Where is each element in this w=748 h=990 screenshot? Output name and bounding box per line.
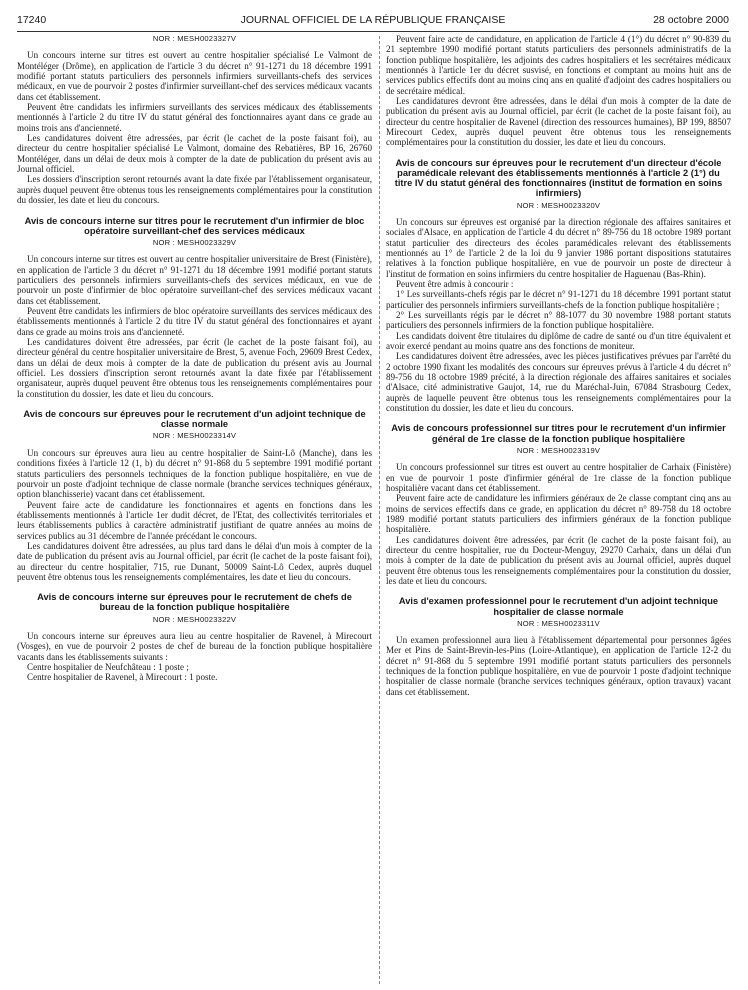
notice-left-4 (17, 592, 372, 682)
notice-title: Avis de concours sur épreuves pour le recrutement d'un directeur d'école paramédicale relevant des établissements mentionnés à l'article 2 (1°) du titre IV du statut général des fonctionnaires (institut de formation en soins infirmiers) (394, 157, 723, 199)
paragraph: Un concours interne sur épreuves aura lieu au centre hospitalier de Ravenel, à Mirecourt (Vosges), en vue de pourvoir 2 postes de chef de bureau de la fonction publique hospitalière vacants dans les établissements suivants : (17, 631, 372, 662)
paragraph: Les candidats doivent être titulaires du diplôme de cadre de santé ou d'un titre équivalent et avoir exercé pendant au moins quatre ans des fonctions de moniteur. (386, 330, 731, 352)
paragraph: Peuvent être candidats les infirmiers surveillants des services médicaux des établissements mentionnés à l'article 2 du titre IV du statut général des fonctionnaires ayant dans ce grade au moins trois ans d'ancienneté. (17, 102, 372, 133)
notice-title: Avis de concours professionnel sur titres pour le recrutement d'un infirmier général de 1re classe de la fonction publique hospitalière (391, 423, 726, 444)
journal-title: JOURNAL OFFICIEL DE LA RÉPUBLIQUE FRANÇAISE (240, 14, 506, 26)
paragraph: Peuvent faire acte de candidature les fonctionnaires et agents en fonctions dans les établissements mentionnés à l'article 1er dudit décret, de l'Etat, des collectivités territoriales et leurs établissements publics à caractère administratif justifiant de quatre années au moins de services publics au 31 décembre de l'année précédant le concours. (17, 499, 372, 541)
notice-right-3 (386, 423, 731, 586)
paragraph: Un concours interne sur titres est ouvert au centre hospitalier spécialisé Le Valmont de Montéléger (Drôme), en application de l'article 3 du décret n° 91-1271 du 18 décembre 1991 modifié portant statuts particuliers des personnels infirmiers surveillants-chefs des services médicaux, en vue de pourvoir 2 postes d'infirmier surveillant-chef des services médicaux vacants dans cet établissement. (17, 50, 372, 102)
nor-reference: NOR : MESH0023320V (516, 200, 601, 210)
paragraph: Les candidatures doivent être adressées, par écrit (le cachet de la poste faisant foi), au directeur du centre hospitalier spécialisé Le Valmont, domaine des Rebatières, BP 16, 26760 Montéléger, dans un délai de deux mois à compter de la date de publication du présent avis au Journal officiel. (17, 133, 372, 175)
nor-reference: NOR : MESH0023319V (516, 445, 601, 455)
list-item: Centre hospitalier de Neufchâteau : 1 poste ; (27, 662, 189, 673)
paragraph: Peuvent faire acte de candidature, en application de l'article 4 (1°) du décret n° 90-839 du 21 septembre 1990 modifié portant statuts particuliers des personnels administratifs de la fonction publique hospitalière, les adjoints des cadres hospitaliers et les secrétaires médicaux mentionnés à l'article 1er du décret susvisé, en fonctions et comptant au moins huit ans de services publics effectifs dont au moins cinq ans en qualité d'adjoint des cadres hospitaliers ou de secrétaire médical. (386, 34, 731, 96)
nor-reference: NOR : MESH0023314V (152, 431, 237, 441)
left-column (17, 34, 372, 683)
page-header (17, 14, 729, 30)
notice-left-3 (17, 409, 372, 582)
nor-reference: NOR : MESH0023322V (152, 614, 237, 624)
paragraph: 1° Les surveillants-chefs régis par le décret n° 91-1271 du 18 décembre 1991 portant statut particulier des personnels infirmiers surveillants-chefs de la fonction publique hospitalière ; (386, 289, 731, 310)
list-item: Centre hospitalier de Ravenel, à Mirecourt : 1 poste. (27, 672, 218, 683)
notice-right-1 (386, 34, 731, 148)
paragraph: Peuvent faire acte de candidature les infirmiers généraux de 2e classe comptant cinq ans au moins de services effectifs dans ce grade, en application du décret n° 89-758 du 18 octobre 1989 modifié portant statuts particuliers des infirmiers généraux de la fonction publique hospitalière. (386, 493, 731, 535)
paragraph: Un concours interne sur titres est ouvert au centre hospitalier universitaire de Brest (Finistère), en application de l'article 3 du décret n° 91-1271 du 18 décembre 1991 modifié portant statuts particuliers des personnels infirmiers surveillants-chefs des services médicaux, en vue de pourvoir un poste d'infirmier de bloc opératoire surveillant-chef des services médicaux vacant dans cet établissement. (17, 254, 372, 306)
notice-right-2 (386, 158, 731, 414)
column-separator (379, 36, 380, 984)
paragraph: Les candidatures doivent être adressées, avec les pièces justificatives prévues par l'arrêté du 2 octobre 1990 fixant les modalités des concours sur épreuves prévus à l'article 4 du décret n° 89-756 du 18 octobre 1989 précité, à la direction régionale des affaires sanitaires et sociales d'Alsace, cité administrative Gaujot, 14, rue du Maréchal-Juin, 67084 Strasbourg Cedex, auprès de laquelle peuvent être obtenus tous les renseignements complémentaires pour la constitution du dossier, les date et lieu du concours. (386, 351, 731, 414)
paragraph: Les candidatures doivent être adressées, par écrit (le cachet de la poste faisant foi), au directeur général du centre hospitalier universitaire de Brest, 5, avenue Foch, 29609 Brest Cedex, dans un délai de deux mois à compter de la date de publication du présent avis au Journal officiel. Les dossiers d'inscription seront retournés avant la date fixée par l'établissement organisateur, auprès duquel peuvent être obtenus tous les renseignements complémentaires pour la constitution du dossier, les date et lieu du concours. (17, 337, 372, 399)
nor-reference: NOR : MESH0023329V (152, 237, 237, 247)
paragraph: Les candidatures devront être adressées, dans le délai d'un mois à compter de la date de publication du présent avis au Journal officiel, par écrit (le cachet de la poste faisant foi), au directeur du centre hospitalier de Ravenel (direction des ressources humaines), BP 199, 88507 Mirecourt Cedex, auprès duquel peuvent être obtenus tous les renseignements complémentaires pour la constitution du dossier, les date et lieu du concours. (386, 96, 731, 148)
paragraph: Les candidatures doivent être adressées, au plus tard dans le délai d'un mois à compter de la date de publication du présent avis au Journal officiel, par écrit (le cachet de la poste faisant foi), au directeur du centre hospitalier, 715, rue Dunant, 50009 Saint-Lô Cedex, auprès duquel peuvent être obtenus tous les renseignements complémentaires, les date et lieu du concours. (17, 540, 372, 582)
paragraph: Les dossiers d'inscription seront retournés avant la date fixée par l'établissement organisateur, auprès duquel peuvent être obtenus tous les renseignements complémentaires pour la constitution du dossier, les date et lieu du concours. (17, 174, 372, 206)
page-number: 17240 (17, 14, 47, 26)
issue-date: 28 octobre 2000 (653, 14, 729, 26)
notice-title: Avis de concours sur épreuves pour le recrutement d'un adjoint technique de classe normale (23, 409, 366, 430)
paragraph: Un concours sur épreuves est organisé par la direction régionale des affaires sanitaires et sociales d'Alsace, en application de l'article 4 du décret n° 89-756 du 18 octobre 1989 portant statut particulier des directeurs des écoles paramédicales relevant des établissements mentionnés au 1° de l'article 2 de la loi du 9 janvier 1986 portant dispositions statutaires relatives à la fonction publique hospitalière, en vue de pourvoir un poste de directeur à l'institut de formation en soins infirmiers du centre hospitalier de Haguenau (Bas-Rhin). (386, 216, 731, 279)
header-rule (17, 31, 729, 32)
paragraph: Peuvent être admis à concourir : (396, 279, 514, 289)
nor-reference: NOR : MESH0023311V (517, 618, 600, 628)
right-column (386, 34, 731, 697)
paragraph: 2° Les surveillants régis par le décret n° 88-1077 du 30 novembre 1988 portant statuts particuliers des personnels infirmiers de la fonction publique hospitalière. (386, 310, 731, 331)
notice-right-4 (386, 596, 731, 697)
paragraph: Un concours sur épreuves aura lieu au centre hospitalier de Saint-Lô (Manche), dans les conditions fixées à l'article 12 (1, b) du décret n° 91-868 du 5 septembre 1991 modifié portant statuts particuliers des personnels techniques de la fonction publique hospitalière, en vue de pourvoir un poste d'adjoint technique de classe normale (branche services techniques généraux, option blanchisserie) vacant dans cet établissement. (17, 447, 372, 500)
notice-left-1 (17, 34, 372, 206)
paragraph: Les candidatures doivent être adressées, par écrit (le cachet de la poste faisant foi), au directeur du centre hospitalier, rue du Docteur-Menguy, 29270 Carhaix, dans un délai d'un mois à compter de la date de publication du présent avis au Journal officiel, auprès duquel peuvent être obtenus tous les renseignements complémentaires pour la constitution du dossier, les date et lieu du concours. (386, 534, 731, 586)
notice-title: Avis de concours interne sur titres pour le recrutement d'un infirmier de bloc opératoire surveillant-chef des services médicaux (24, 215, 365, 236)
notice-title: Avis d'examen professionnel pour le recrutement d'un adjoint technique hospitalier de classe normale (398, 596, 719, 617)
paragraph: Un examen professionnel aura lieu à l'établissement départemental pour personnes âgées Mer et Pins de Saint-Brevin-les-Pins (Loire-Atlantique), en application de l'article 12-2 du décret n° 91-868 du 5 septembre 1991 modifié portant statuts particuliers des personnels techniques de la fonction publique hospitalière, en vue de pourvoir 1 poste d'adjoint technique hospitalier de classe normale (branche services techniques généraux, option travaux) vacant dans cet établissement. (386, 635, 731, 697)
paragraph: Un concours professionnel sur titres est ouvert au centre hospitalier de Carhaix (Finistère) en vue de pourvoir 1 poste d'infirmier général de 1re classe de la fonction publique hospitalière vacant dans cet établissement. (386, 462, 731, 493)
notice-left-2 (17, 216, 372, 400)
paragraph: Peuvent être candidats les infirmiers de bloc opératoire surveillants des services médicaux des établissements mentionnés à l'article 2 du titre IV du statut général des fonctionnaires et ayant dans ce grade au moins trois ans d'ancienneté. (17, 305, 372, 337)
notice-title: Avis de concours interne sur épreuves pour le recrutement de chefs de bureau de la fonction publique hospitalière (37, 592, 352, 613)
nor-reference: NOR : MESH0023327V (152, 34, 237, 43)
